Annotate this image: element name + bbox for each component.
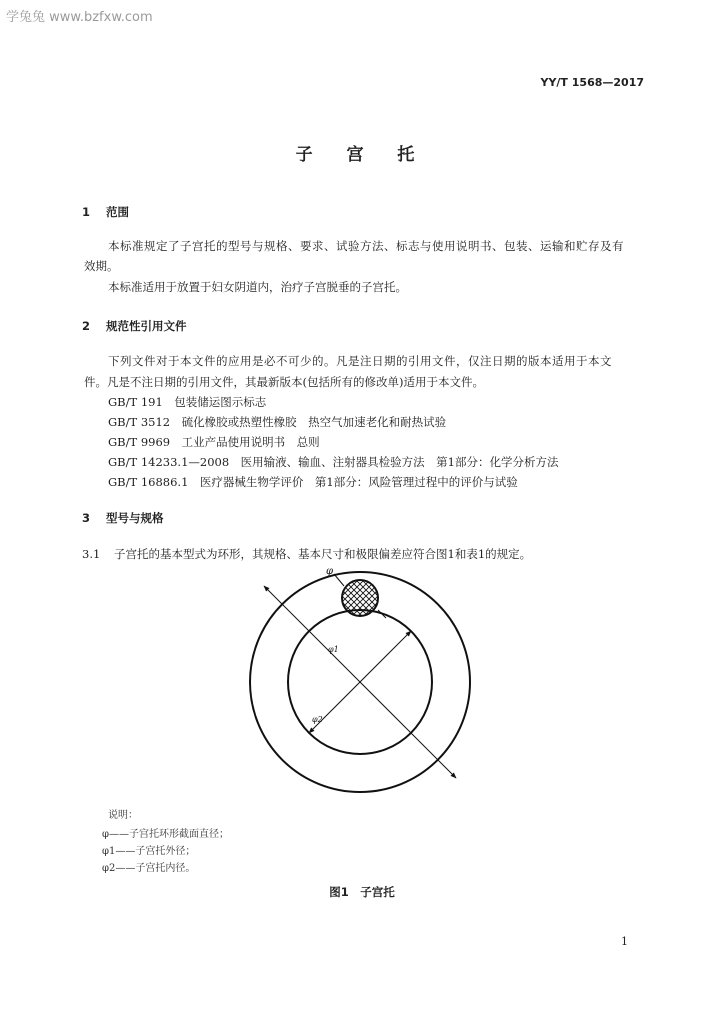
section-2-paragraph-line-2: 件。凡是不注日期的引用文件，其最新版本(包括所有的修改单)适用于本文件。	[84, 375, 484, 389]
section-3-heading	[82, 510, 164, 526]
section-2-number: 2	[82, 319, 91, 333]
legend-item: φ2——子宫托内径。	[102, 863, 196, 874]
cross-section-circle	[342, 580, 378, 616]
reference-item: GB/T 9969 工业产品使用说明书 总则	[108, 435, 320, 449]
section-1-paragraph-2: 本标准适用于放置于妇女阴道内，治疗子宫脱垂的子宫托。	[108, 280, 407, 294]
legend-title: 说明：	[108, 810, 138, 821]
figure-caption: 图1 子宫托	[329, 885, 395, 899]
section-1-heading	[82, 204, 129, 220]
label-phi: φ	[326, 566, 334, 577]
section-dimension-leader	[334, 574, 344, 586]
section-2-paragraph-line-1: 下列文件对于本文件的应用是必不可少的。凡是注日期的引用文件，仅注日期的版本适用于本文	[108, 354, 612, 368]
clause-3-1-text: 子宫托的基本型式为环形，其规格、基本尺寸和极限偏差应符合图1和表1的规定。	[114, 547, 532, 561]
reference-item: GB/T 14233.1—2008 医用输液、输血、注射器具检验方法 第1部分：化学分析方法	[108, 455, 559, 469]
reference-item: GB/T 16886.1 医疗器械生物学评价 第1部分：风险管理过程中的评价与试验	[108, 475, 518, 489]
reference-item: GB/T 191 包装储运图示标志	[108, 395, 267, 409]
section-2-heading	[82, 318, 187, 334]
pessary-ring-figure	[240, 560, 480, 800]
page-number: 1	[621, 935, 628, 948]
reference-item: GB/T 3512 硫化橡胶或热塑性橡胶 热空气加速老化和耐热试验	[108, 415, 447, 429]
section-1-paragraph-1-line-1: 本标准规定了子宫托的型号与规格、要求、试验方法、标志与使用说明书、包装、运输和贮存及有	[108, 239, 624, 253]
label-phi1: φ1	[328, 645, 339, 654]
clause-3-1-number: 3.1	[82, 547, 101, 561]
document-number: YY/T 1568—2017	[540, 76, 644, 89]
watermark: 学兔兔 www.bzfxw.com	[6, 10, 153, 25]
section-3-number: 3	[82, 511, 91, 525]
section-1-number: 1	[82, 205, 91, 219]
section-3-title: 型号与规格	[106, 511, 164, 525]
section-2-title: 规范性引用文件	[106, 319, 187, 333]
label-phi2: φ2	[312, 715, 323, 724]
section-1-paragraph-1-line-2: 效期。	[84, 259, 119, 273]
legend-item: φ1——子宫托外径；	[102, 846, 196, 857]
page-title: 子 宫 托	[295, 145, 429, 165]
legend-item: φ——子宫托环形截面直径；	[102, 829, 230, 840]
section-1-title: 范围	[106, 205, 129, 219]
